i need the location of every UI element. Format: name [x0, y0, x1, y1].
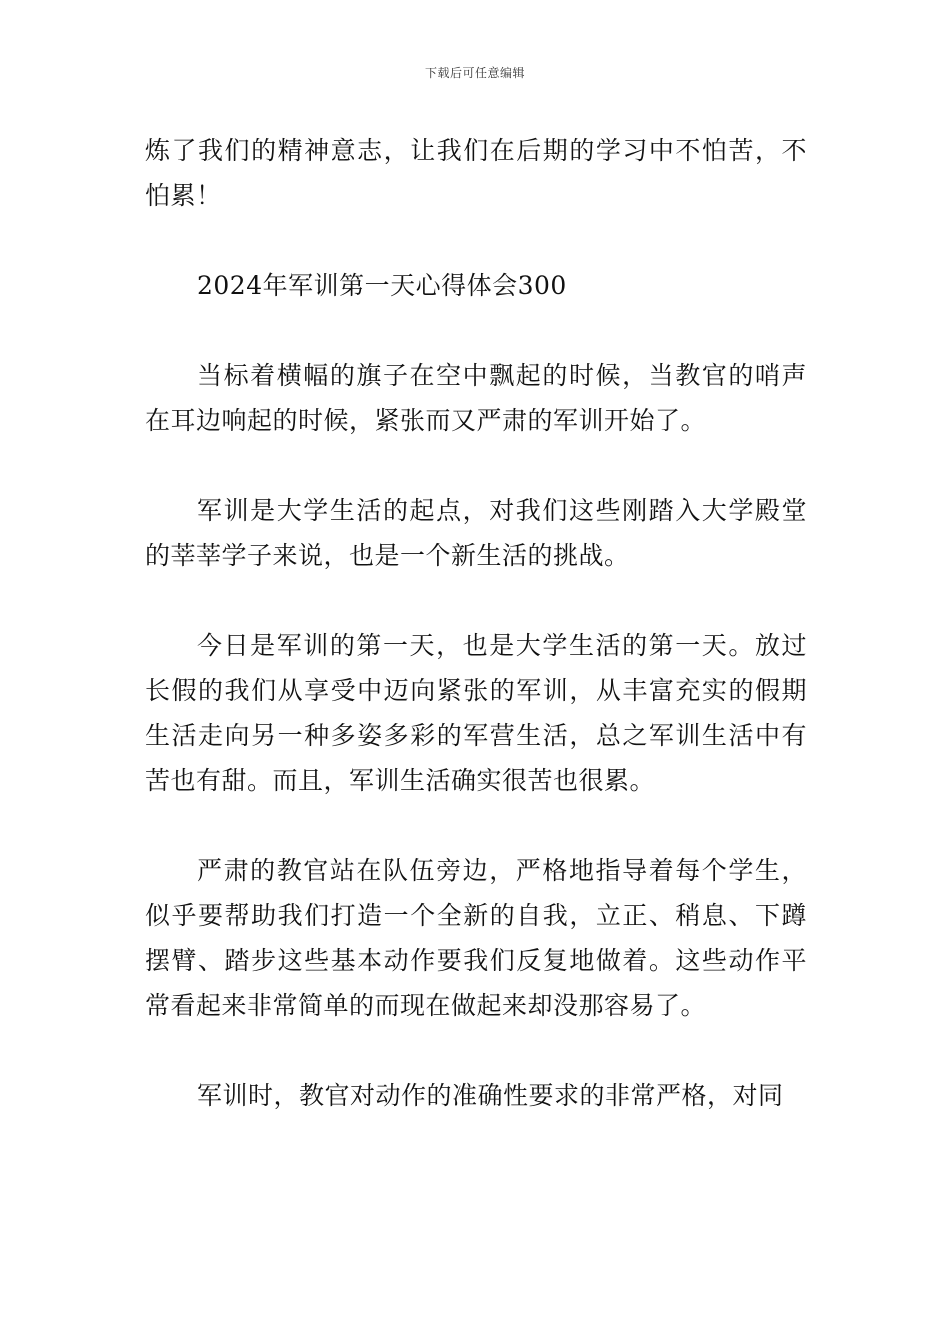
paragraph: 军训是大学生活的起点，对我们这些刚踏入大学殿堂的莘莘学子来说，也是一个新生活的挑战。 — [145, 496, 807, 570]
paragraph: 军训时，教官对动作的准确性要求的非常严格，对同 — [197, 1081, 784, 1110]
paragraph-gap — [145, 803, 807, 848]
paragraph-gap — [145, 218, 807, 263]
header-note: 下载后可任意编辑 — [424, 66, 525, 80]
paragraph: 今日是军训的第一天，也是大学生活的第一天。放过长假的我们从享受中迈向紧张的军训，从丰富充实的假期生活走向另一种多姿多彩的军营生活，总之军训生活中有苦也有甜。而且，军训生活确实很苦也很累。 — [145, 631, 807, 795]
paragraph-gap — [145, 1028, 807, 1073]
paragraph-gap — [145, 578, 807, 623]
section-heading: 2024年军训第一天心得体会300 — [197, 271, 567, 300]
paragraph-gap — [145, 443, 807, 488]
paragraph-gap — [145, 308, 807, 353]
document-body — [145, 128, 807, 1118]
paragraph: 严肃的教官站在队伍旁边，严格地指导着每个学生，似乎要帮助我们打造一个全新的自我，立正、稍息、下蹲摆臂、踏步这些基本动作要我们反复地做着。这些动作平常看起来非常简单的而现在做起来却没那容易了。 — [145, 856, 807, 1020]
paragraph-continuation: 炼了我们的精神意志，让我们在后期的学习中不怕苦，不怕累！ — [145, 136, 807, 210]
paragraph: 当标着横幅的旗子在空中飘起的时候，当教官的哨声在耳边响起的时候，紧张而又严肃的军训开始了。 — [145, 361, 807, 435]
